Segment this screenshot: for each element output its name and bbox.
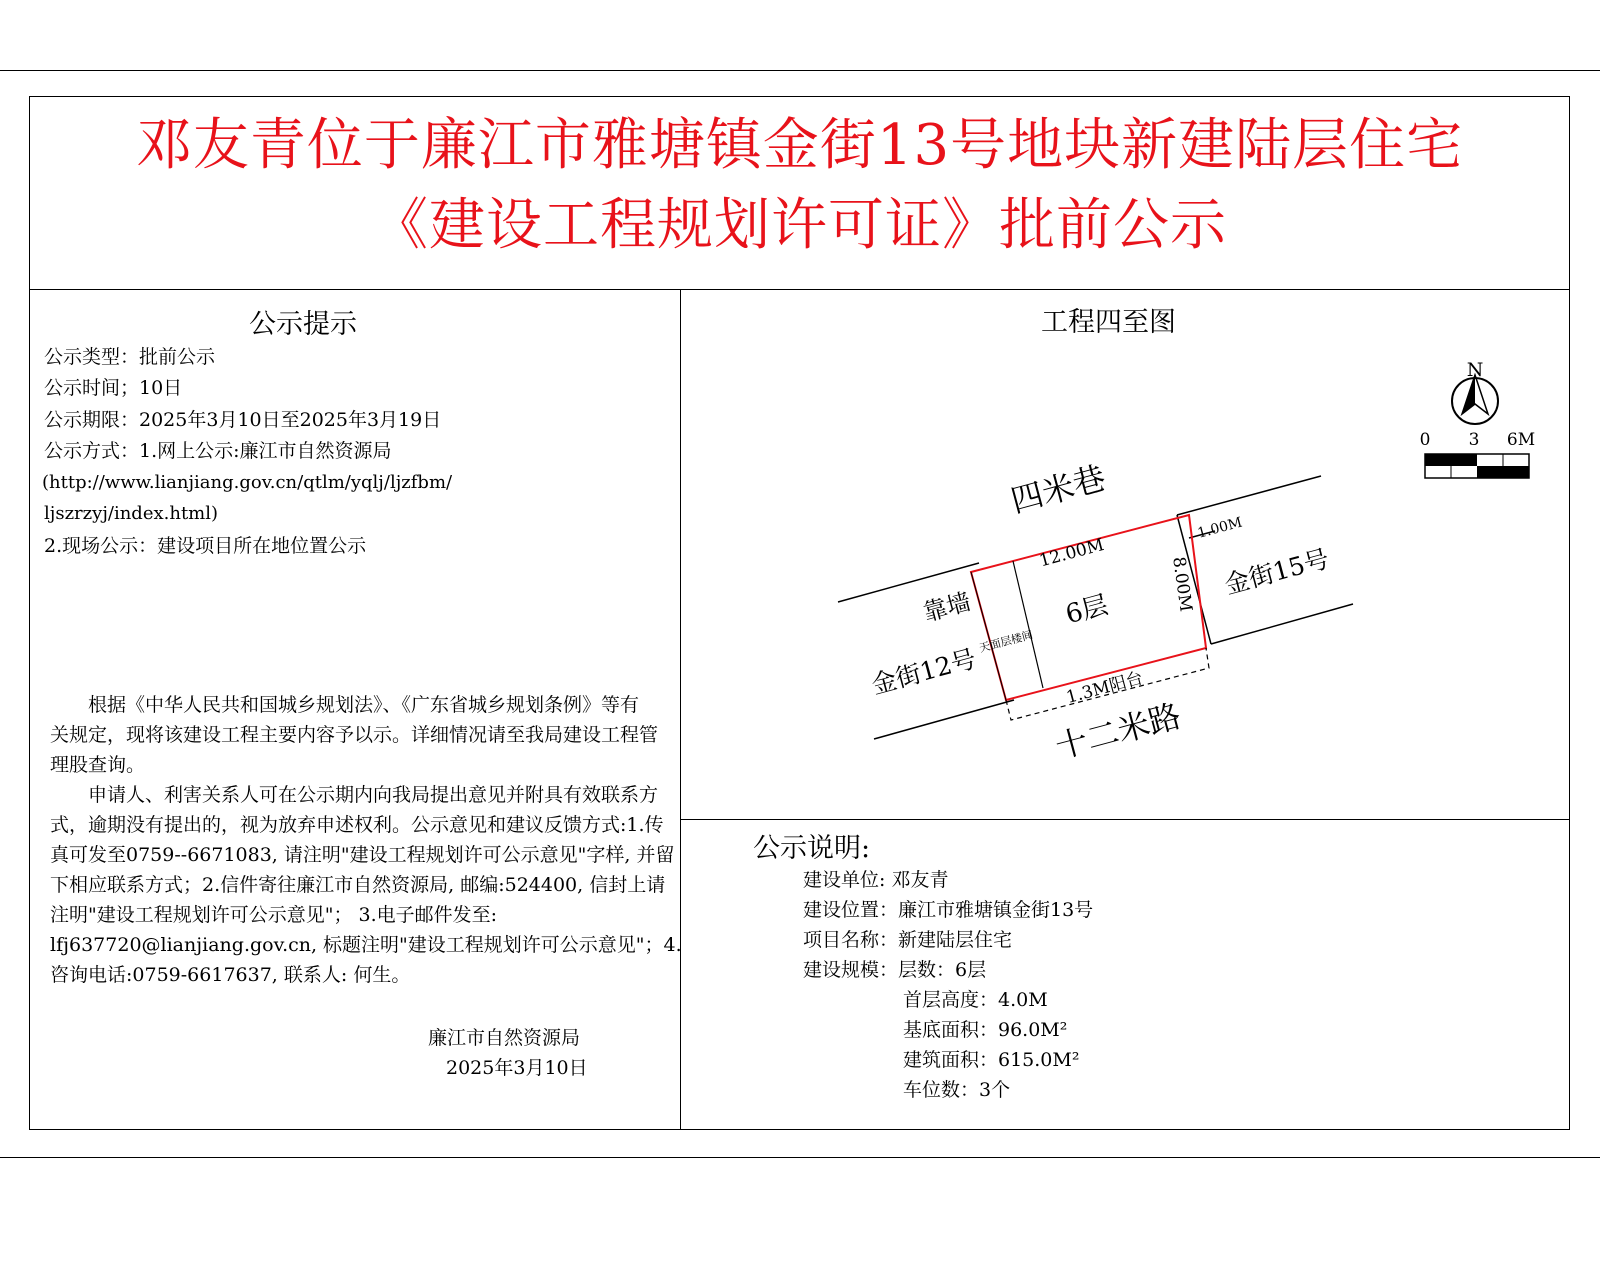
title-line-2: 《建设工程规划许可证》批前公示	[372, 193, 1227, 258]
scale-row: 建设规模：层数：6层	[803, 959, 987, 981]
location-row: 建设位置：廉江市雅塘镇金街13号	[803, 899, 1094, 921]
notice-url-line-1: (http://www.lianjiang.gov.cn/qtlm/yqlj/ljzfbm/	[42, 472, 453, 493]
notice-period: 公示期限：2025年3月10日至2025年3月19日	[44, 409, 442, 431]
base-area-row: 基底面积：96.0M²	[903, 1019, 1068, 1041]
notice-paragraph-line: 关规定，现将该建设工程主要内容予以示。详细情况请至我局建设工程管	[50, 724, 659, 746]
east-neighbour-label: 金街15号	[1221, 543, 1333, 600]
south-road-label: 十二米路	[1051, 696, 1185, 767]
stair-room-label: 天面层楼间	[977, 628, 1035, 656]
description-heading: 公示说明:	[753, 833, 871, 864]
balcony-label: 1.3M阳台	[1064, 668, 1146, 708]
notice-paragraph-line: 真可发至0759--6671083, 请注明"建设工程规划许可公示意见"字样, 并留	[50, 844, 675, 866]
notice-paragraph-line: 申请人、利害关系人可在公示期内向我局提出意见并附具有效联系方	[50, 784, 659, 806]
notice-column	[30, 290, 681, 1129]
north-arrow-icon	[1452, 359, 1498, 424]
notice-paragraph-line: 下相应联系方式；2.信件寄往廉江市自然资源局, 邮编:524400, 信封上请	[50, 874, 666, 896]
west-wall-label: 靠墙	[920, 587, 974, 628]
gap-dimension: 1.00M	[1195, 514, 1245, 542]
title-line-1: 邓友青位于廉江市雅塘镇金街13号地块新建陆层住宅	[135, 113, 1464, 178]
building-floors-label: 6层	[1062, 590, 1112, 631]
scale-label-3: 3	[1468, 430, 1480, 450]
site-plan-section	[681, 290, 1569, 820]
notice-onsite: 2.现场公示：建设项目所在地位置公示	[44, 535, 367, 557]
north-label: N	[1466, 359, 1484, 381]
project-row: 项目名称：新建陆层住宅	[803, 929, 1013, 951]
builder-row: 建设单位: 邓友青	[803, 869, 949, 891]
notice-duration: 公示时间；10日	[44, 377, 183, 399]
scale-label-0: 0	[1419, 430, 1431, 450]
scale-label-6: 6M	[1506, 430, 1536, 450]
scale-bar	[1420, 430, 1536, 478]
first-floor-height-row: 首层高度：4.0M	[903, 989, 1048, 1011]
notice-phone-line: 咨询电话:0759-6617637, 联系人: 何生。	[50, 964, 411, 986]
depth-dimension: 8.00M	[1168, 555, 1196, 614]
notice-paragraph-line: 理股查询。	[50, 754, 146, 776]
notice-method: 公示方式：1.网上公示:廉江市自然资源局	[44, 440, 392, 462]
north-road-label: 四米巷	[1006, 458, 1110, 521]
notice-signature: 廉江市自然资源局	[428, 1027, 581, 1049]
west-neighbour-label: 金街12号	[868, 643, 980, 700]
width-dimension: 12.00M	[1037, 534, 1107, 572]
notice-heading: 公示提示	[249, 309, 357, 340]
notice-type: 公示类型：批前公示	[44, 346, 216, 368]
notice-paragraph-line: 注明"建设工程规划许可公示意见"； 3.电子邮件发至:	[50, 904, 498, 926]
notice-url-line-2: ljszrzyj/index.html)	[44, 503, 219, 524]
parking-row: 车位数：3个	[903, 1079, 1011, 1101]
floor-area-row: 建筑面积：615.0M²	[903, 1049, 1080, 1071]
site-plan-diagram	[681, 290, 1569, 820]
notice-frame	[29, 96, 1570, 1130]
notice-email-line: lfj637720@lianjiang.gov.cn, 标题注明"建设工程规划许可公示意见"；4.	[50, 934, 682, 956]
notice-paragraph-line: 式，逾期没有提出的，视为放弃申述权利。公示意见和建议反馈方式:1.传	[50, 814, 664, 836]
title-section	[30, 97, 1569, 290]
notice-date: 2025年3月10日	[446, 1057, 588, 1079]
site-plan-heading: 工程四至图	[1041, 307, 1176, 338]
description-section	[681, 820, 1569, 1129]
notice-paragraph-line: 根据《中华人民共和国城乡规划法》、《广东省城乡规划条例》等有	[50, 694, 640, 716]
